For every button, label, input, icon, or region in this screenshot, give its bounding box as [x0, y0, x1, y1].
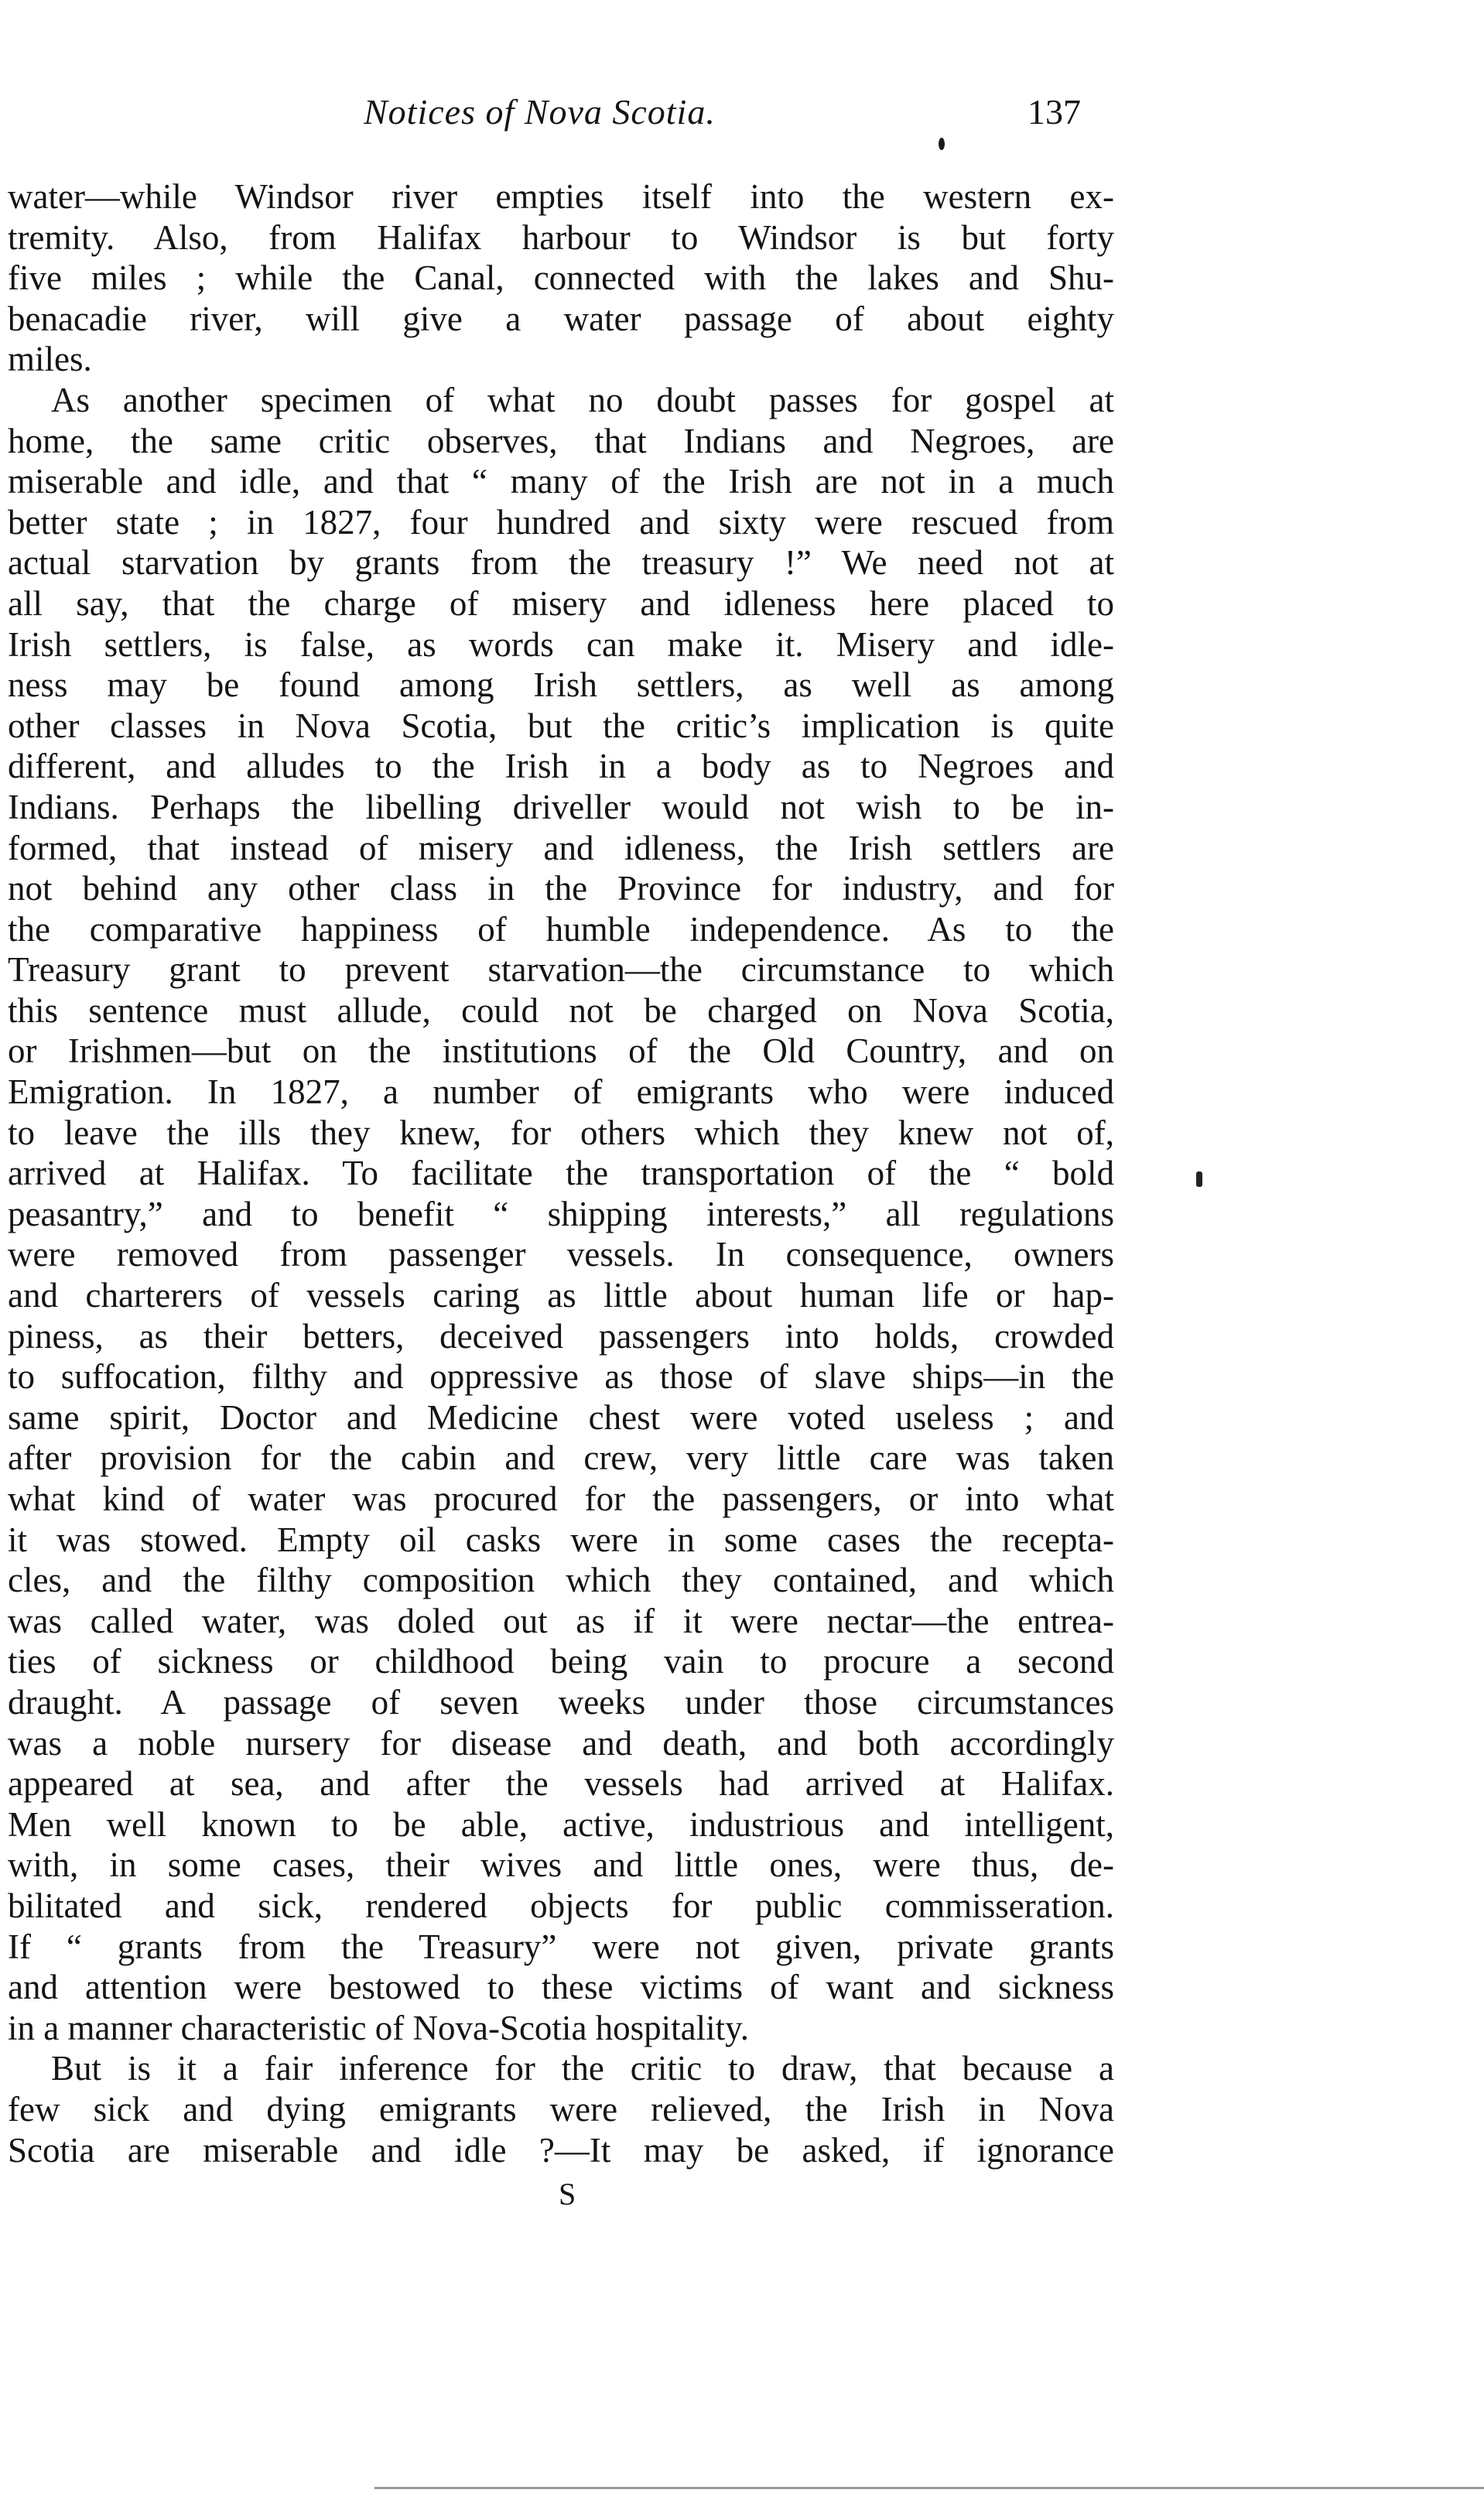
text-line: were removed from passenger vessels. In consequence, owners — [8, 1235, 1114, 1274]
text-line: Emigration. In 1827, a number of emigrants who were induced — [8, 1072, 1114, 1112]
page-number: 137 — [1028, 92, 1081, 132]
text-line: five miles ; while the Canal, connected with the lakes and Shu- — [8, 258, 1114, 298]
text-line: arrived at Halifax. To facilitate the transportation of the “ bold — [8, 1154, 1114, 1193]
text-line: after provision for the cabin and crew, very little care was taken — [8, 1438, 1114, 1478]
scan-edge-rule — [374, 2487, 1484, 2489]
text-line: formed, that instead of misery and idleness, the Irish settlers are — [8, 828, 1114, 867]
text-line: bilitated and sick, rendered objects for public commisseration. — [8, 1886, 1114, 1925]
text-line: was called water, was doled out as if it were nectar—the entrea- — [8, 1601, 1114, 1640]
stray-print-mark — [1196, 1171, 1202, 1187]
text-line: was a noble nursery for disease and death, and both accordingly — [8, 1723, 1114, 1763]
text-line: better state ; in 1827, four hundred and sixty were rescued from — [8, 502, 1114, 542]
text-line: same spirit, Doctor and Medicine chest were voted useless ; and — [8, 1397, 1114, 1437]
text-line: benacadie river, will give a water passage of about eighty — [8, 299, 1114, 338]
running-title: Notices of Nova Scotia. — [364, 92, 716, 132]
text-line: or Irishmen—but on the institutions of the Old Country, and on — [8, 1031, 1114, 1071]
running-head — [0, 91, 1484, 145]
text-line: Men well known to be able, active, industrious and intelligent, — [8, 1804, 1114, 1844]
text-line: Scotia are miserable and idle ?—It may be asked, if ignorance — [8, 2130, 1114, 2170]
body-text — [8, 176, 1114, 2170]
text-line: what kind of water was procured for the passengers, or into what — [8, 1479, 1114, 1518]
text-line: different, and alludes to the Irish in a body as to Negroes and — [8, 747, 1114, 786]
text-line: miserable and idle, and that “ many of the Irish are not in a much — [8, 462, 1114, 501]
text-line: it was stowed. Empty oil casks were in some cases the recepta- — [8, 1520, 1114, 1559]
signature-mark: S — [559, 2177, 576, 2211]
text-line: and charterers of vessels caring as little about human life or hap- — [8, 1276, 1114, 1315]
text-line: ties of sickness or childhood being vain to procure a second — [8, 1642, 1114, 1681]
text-line: piness, as their betters, deceived passengers into holds, crowded — [8, 1316, 1114, 1356]
text-line: tremity. Also, from Halifax harbour to Windsor is but forty — [8, 217, 1114, 257]
text-line: not behind any other class in the Province for industry, and for — [8, 869, 1114, 908]
text-line: the comparative happiness of humble independence. As to the — [8, 909, 1114, 949]
text-line: cles, and the filthy composition which they contained, and which — [8, 1561, 1114, 1600]
text-line: home, the same critic observes, that Indians and Negroes, are — [8, 421, 1114, 460]
text-line: in a manner characteristic of Nova-Scotia hospitality. — [8, 2008, 749, 2047]
text-line: Indians. Perhaps the libelling driveller would not wish to be in- — [8, 787, 1114, 826]
text-line: actual starvation by grants from the treasury !” We need not at — [8, 543, 1114, 583]
text-line: Irish settlers, is false, as words can make it. Misery and idle- — [8, 624, 1114, 664]
text-line: to leave the ills they knew, for others which they knew not of, — [8, 1113, 1114, 1152]
text-line: draught. A passage of seven weeks under those circumstances — [8, 1682, 1114, 1722]
text-line: miles. — [8, 340, 92, 379]
text-line: peasantry,” and to benefit “ shipping interests,” all regulations — [8, 1194, 1114, 1233]
text-line: As another specimen of what no doubt passes for gospel at — [51, 380, 1114, 419]
text-line: If “ grants from the Treasury” were not given, private grants — [8, 1927, 1114, 1966]
text-line: appeared at sea, and after the vessels had arrived at Halifax. — [8, 1764, 1114, 1804]
text-line: this sentence must allude, could not be charged on Nova Scotia, — [8, 990, 1114, 1030]
text-line: few sick and dying emigrants were relieved, the Irish in Nova — [8, 2089, 1114, 2129]
ink-speck — [939, 138, 945, 150]
text-line: and attention were bestowed to these victims of want and sickness — [8, 1968, 1114, 2007]
text-line: to suffocation, filthy and oppressive as those of slave ships—in the — [8, 1357, 1114, 1397]
text-line: other classes in Nova Scotia, but the critic’s implication is quite — [8, 706, 1114, 745]
text-line: water—while Windsor river empties itself into the western ex- — [8, 177, 1114, 216]
text-line: ness may be found among Irish settlers, as well as among — [8, 665, 1114, 705]
text-line: with, in some cases, their wives and little ones, were thus, de- — [8, 1845, 1114, 1885]
text-line: all say, that the charge of misery and idleness here placed to — [8, 583, 1114, 623]
text-line: Treasury grant to prevent starvation—the circumstance to which — [8, 950, 1114, 990]
text-line: But is it a fair inference for the critic to draw, that because a — [51, 2049, 1114, 2088]
